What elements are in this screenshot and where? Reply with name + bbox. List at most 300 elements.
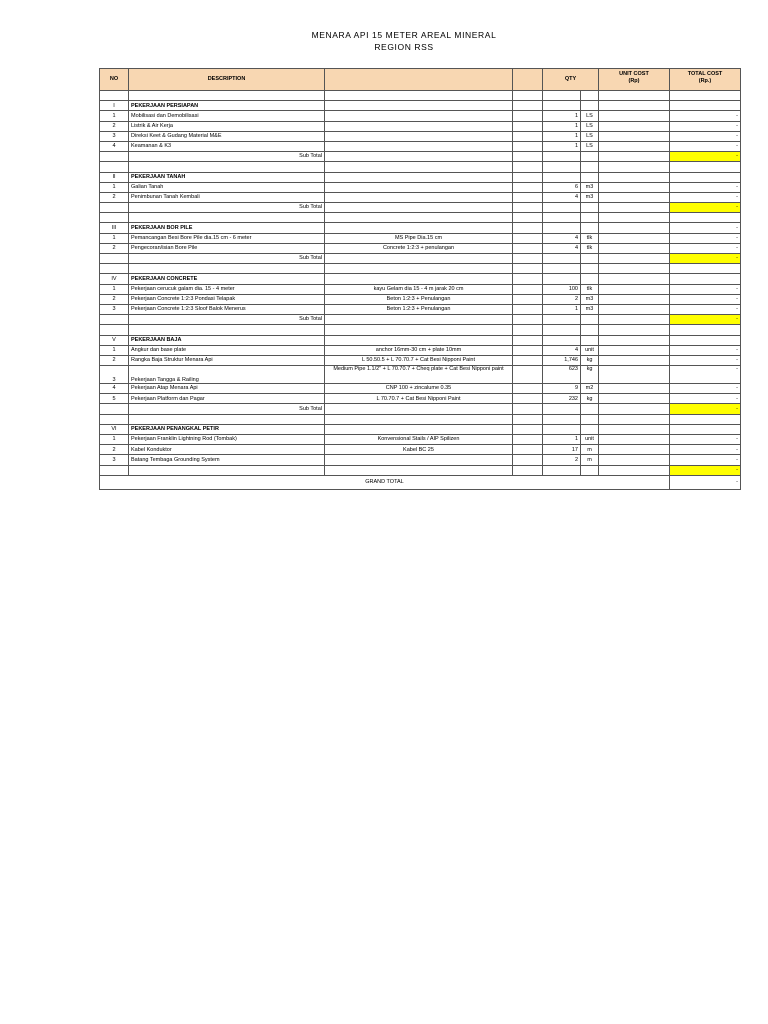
item-total-cost: - <box>670 384 741 394</box>
spec-cell <box>325 274 513 284</box>
empty-cell <box>129 162 325 172</box>
item-quantity: 1,746 <box>543 355 581 365</box>
table-row <box>100 345 741 355</box>
qty-cell <box>543 335 581 345</box>
item-specification <box>325 182 513 192</box>
item-unit-cost <box>599 345 670 355</box>
total-cost-cell: - <box>670 223 741 233</box>
empty-cell <box>513 335 543 345</box>
item-total-cost: - <box>670 141 741 151</box>
unit-cell <box>581 172 599 182</box>
empty-cell <box>513 294 543 304</box>
empty-cell <box>129 264 325 274</box>
item-specification: L 50.50.5 + L 70.70.7 + Cat Besi Nipponi Paint <box>325 355 513 365</box>
item-unit: m2 <box>581 384 599 394</box>
empty-cell <box>325 91 513 101</box>
item-total-cost: - <box>670 131 741 141</box>
item-description: Mobilisasi dan Demobilisasi <box>129 111 325 121</box>
boq-table <box>99 68 741 490</box>
table-row <box>100 455 741 465</box>
subtotal-row <box>100 152 741 162</box>
empty-cell <box>599 414 670 424</box>
item-total-cost: - <box>670 394 741 404</box>
empty-cell <box>599 162 670 172</box>
empty-cell <box>513 435 543 445</box>
item-specification: L 70.70.7 + Cat Besi Nipponi Paint <box>325 394 513 404</box>
item-total-cost: - <box>670 243 741 253</box>
item-number: 3 <box>100 455 129 465</box>
item-number: 2 <box>100 121 129 131</box>
header-blank <box>513 69 543 91</box>
unit-cell <box>581 424 599 434</box>
item-total-cost: - <box>670 355 741 365</box>
empty-cell <box>100 414 129 424</box>
table-row <box>100 233 741 243</box>
section-title: PEKERJAAN BOR PILE <box>129 223 325 233</box>
empty-cell <box>513 315 543 325</box>
title-line-2: REGION RSS <box>374 42 434 52</box>
item-total-cost: - <box>670 366 741 384</box>
empty-cell <box>599 213 670 223</box>
total-cost-cell <box>670 172 741 182</box>
empty-cell <box>543 162 581 172</box>
unit-cost-cell <box>599 424 670 434</box>
empty-cell <box>100 162 129 172</box>
spec-cell <box>325 254 513 264</box>
empty-cell <box>513 455 543 465</box>
item-description: Pekerjaan Concrete 1:2:3 Pondasi Telapak <box>129 294 325 304</box>
empty-cell <box>100 465 129 475</box>
section-number: I <box>100 101 129 111</box>
unit-cost-cell <box>599 274 670 284</box>
item-unit: tlk <box>581 284 599 294</box>
item-total-cost: - <box>670 233 741 243</box>
total-cost-cell <box>670 101 741 111</box>
empty-cell <box>670 264 741 274</box>
empty-cell <box>325 414 513 424</box>
item-total-cost: - <box>670 345 741 355</box>
item-unit-cost <box>599 394 670 404</box>
empty-cell <box>513 366 543 384</box>
item-quantity: 4 <box>543 345 581 355</box>
empty-cell <box>100 325 129 335</box>
table-row <box>100 355 741 365</box>
section-header-row <box>100 335 741 345</box>
subtotal-value: - <box>670 152 741 162</box>
item-number: 2 <box>100 294 129 304</box>
blank-row <box>100 325 741 335</box>
empty-cell <box>599 264 670 274</box>
empty-cell <box>513 172 543 182</box>
item-unit-cost <box>599 384 670 394</box>
item-description: Galian Tanah <box>129 182 325 192</box>
item-number: 3 <box>100 366 129 384</box>
empty-cell <box>513 465 543 475</box>
empty-cell <box>599 325 670 335</box>
item-specification <box>325 131 513 141</box>
grand-total-value: - <box>670 475 741 489</box>
item-total-cost: - <box>670 192 741 202</box>
qty-cell <box>543 223 581 233</box>
empty-cell <box>543 325 581 335</box>
qty-cell <box>543 254 581 264</box>
item-number: 1 <box>100 284 129 294</box>
total-cost-cell <box>670 335 741 345</box>
table-header-row <box>100 69 741 91</box>
item-unit: m <box>581 455 599 465</box>
item-quantity: 100 <box>543 284 581 294</box>
item-unit: LS <box>581 111 599 121</box>
item-number: 3 <box>100 304 129 314</box>
subtotal-row <box>100 465 741 475</box>
item-specification <box>325 121 513 131</box>
item-unit: kg <box>581 394 599 404</box>
empty-cell <box>513 304 543 314</box>
item-total-cost: - <box>670 182 741 192</box>
item-total-cost: - <box>670 455 741 465</box>
empty-cell <box>670 162 741 172</box>
item-unit: tlk <box>581 233 599 243</box>
empty-cell <box>581 414 599 424</box>
subtotal-label: Sub Total <box>129 203 325 213</box>
qty-cell <box>543 152 581 162</box>
empty-cell <box>129 325 325 335</box>
item-quantity: 623 <box>543 366 581 384</box>
item-number: 2 <box>100 355 129 365</box>
spec-cell <box>325 465 513 475</box>
blank-row <box>100 162 741 172</box>
unit-cost-cell <box>599 152 670 162</box>
grand-total-label: GRAND TOTAL <box>100 475 670 489</box>
item-total-cost: - <box>670 435 741 445</box>
empty-cell <box>581 91 599 101</box>
item-quantity: 6 <box>543 182 581 192</box>
item-number: 1 <box>100 233 129 243</box>
item-number: 1 <box>100 345 129 355</box>
header-spec <box>325 69 513 91</box>
header-total-cost <box>670 69 741 91</box>
empty-cell <box>670 414 741 424</box>
empty-cell <box>513 192 543 202</box>
empty-cell <box>513 152 543 162</box>
empty-cell <box>100 315 129 325</box>
table-row <box>100 192 741 202</box>
unit-cost-cell <box>599 465 670 475</box>
table-row <box>100 366 741 384</box>
empty-cell <box>513 355 543 365</box>
empty-cell <box>100 91 129 101</box>
item-unit: LS <box>581 141 599 151</box>
subtotal-row <box>100 203 741 213</box>
item-description: Pengecoran/isian Bore Pile <box>129 243 325 253</box>
item-unit: unit <box>581 345 599 355</box>
item-unit-cost <box>599 233 670 243</box>
item-specification: MS Pipe Dia.15 cm <box>325 233 513 243</box>
unit-cell <box>581 315 599 325</box>
item-unit-cost <box>599 141 670 151</box>
item-quantity: 1 <box>543 131 581 141</box>
item-unit-cost <box>599 455 670 465</box>
item-quantity: 4 <box>543 233 581 243</box>
item-total-cost: - <box>670 294 741 304</box>
empty-cell <box>513 284 543 294</box>
item-specification: Kabel BC 25 <box>325 445 513 455</box>
table-row <box>100 384 741 394</box>
item-description: Direksi Keet & Gudang Material M&E <box>129 131 325 141</box>
table-row <box>100 284 741 294</box>
item-description: Angkur dan base plate <box>129 345 325 355</box>
item-quantity: 9 <box>543 384 581 394</box>
item-description: Pemancangan Besi Bore Pile dia.15 cm - 6 meter <box>129 233 325 243</box>
empty-cell <box>513 182 543 192</box>
unit-cost-cell <box>599 172 670 182</box>
empty-cell <box>100 404 129 414</box>
unit-cost-cell <box>599 101 670 111</box>
subtotal-label: Sub Total <box>129 152 325 162</box>
qty-cell <box>543 404 581 414</box>
empty-cell <box>100 254 129 264</box>
subtotal-label: Sub Total <box>129 254 325 264</box>
item-description: Keamanan & K3 <box>129 141 325 151</box>
header-qty: QTY <box>543 69 599 91</box>
spec-cell <box>325 335 513 345</box>
subtotal-value: - <box>670 404 741 414</box>
item-specification: Medium Pipe 1.1/2" + L 70.70.7 + Cheq plate + Cat Besi Nipponi paint <box>325 366 513 384</box>
item-number: 1 <box>100 182 129 192</box>
section-number: IV <box>100 274 129 284</box>
unit-cost-cell <box>599 254 670 264</box>
empty-cell <box>670 325 741 335</box>
unit-cost-cell <box>599 203 670 213</box>
item-number: 2 <box>100 192 129 202</box>
empty-cell <box>581 213 599 223</box>
unit-cell <box>581 254 599 264</box>
empty-cell <box>129 91 325 101</box>
item-number: 2 <box>100 243 129 253</box>
table-row <box>100 182 741 192</box>
title-line-1: MENARA API 15 METER AREAL MINERAL <box>311 30 497 40</box>
item-description: Listrik & Air Kerja <box>129 121 325 131</box>
table-row <box>100 131 741 141</box>
item-specification <box>325 455 513 465</box>
empty-cell <box>513 384 543 394</box>
item-unit-cost <box>599 355 670 365</box>
table-row <box>100 111 741 121</box>
empty-cell <box>513 203 543 213</box>
item-specification: Beton 1:2:3 + Penulangan <box>325 294 513 304</box>
item-number: 3 <box>100 131 129 141</box>
item-description: Batang Tembaga Grounding System <box>129 455 325 465</box>
qty-cell <box>543 315 581 325</box>
section-title: PEKERJAAN PERSIAPAN <box>129 101 325 111</box>
item-unit-cost <box>599 435 670 445</box>
item-number: 5 <box>100 394 129 404</box>
empty-cell <box>100 213 129 223</box>
item-unit-cost <box>599 111 670 121</box>
item-specification: Concrete 1:2:3 + penulangan <box>325 243 513 253</box>
unit-cell <box>581 465 599 475</box>
item-total-cost: - <box>670 284 741 294</box>
unit-cell <box>581 335 599 345</box>
item-unit: m3 <box>581 182 599 192</box>
empty-cell <box>513 445 543 455</box>
subtotal-value: - <box>670 203 741 213</box>
item-unit-cost <box>599 445 670 455</box>
header-description: DESCRIPTION <box>129 69 325 91</box>
item-unit-cost <box>599 131 670 141</box>
empty-cell <box>513 233 543 243</box>
empty-cell <box>513 325 543 335</box>
item-unit: LS <box>581 131 599 141</box>
item-quantity: 4 <box>543 243 581 253</box>
spec-cell <box>325 404 513 414</box>
item-quantity: 2 <box>543 455 581 465</box>
empty-cell <box>670 91 741 101</box>
item-description: Pekerjaan Concrete 1:2:3 Sloof Balok Menerus <box>129 304 325 314</box>
qty-cell <box>543 465 581 475</box>
empty-cell <box>129 414 325 424</box>
empty-cell <box>513 404 543 414</box>
header-total-cost-sub: (Rp.) <box>698 77 712 84</box>
item-unit-cost <box>599 284 670 294</box>
item-specification: CNP 100 + zincalume 0.35 <box>325 384 513 394</box>
item-specification: Beton 1:2:3 + Penulangan <box>325 304 513 314</box>
qty-cell <box>543 274 581 284</box>
unit-cost-cell <box>599 315 670 325</box>
empty-cell <box>513 223 543 233</box>
empty-cell <box>581 325 599 335</box>
section-number: VI <box>100 424 129 434</box>
empty-cell <box>513 131 543 141</box>
section-header-row <box>100 424 741 434</box>
item-description: Pekerjaan Platform dan Pagar <box>129 394 325 404</box>
item-total-cost: - <box>670 304 741 314</box>
section-header-row <box>100 223 741 233</box>
header-unit-cost <box>599 69 670 91</box>
empty-cell <box>513 264 543 274</box>
section-number: II <box>100 172 129 182</box>
total-cost-cell <box>670 424 741 434</box>
item-unit-cost <box>599 304 670 314</box>
item-description: Rangka Baja Struktur Menara Api <box>129 355 325 365</box>
empty-cell <box>513 111 543 121</box>
table-row <box>100 121 741 131</box>
item-unit: m <box>581 445 599 455</box>
item-total-cost: - <box>670 445 741 455</box>
item-specification: anchor 16mm-30 cm + plate 10mm <box>325 345 513 355</box>
empty-cell <box>543 414 581 424</box>
item-number: 4 <box>100 384 129 394</box>
section-title: PEKERJAAN CONCRETE <box>129 274 325 284</box>
header-no: NO <box>100 69 129 91</box>
empty-cell <box>513 243 543 253</box>
empty-cell <box>670 213 741 223</box>
section-number: V <box>100 335 129 345</box>
empty-cell <box>513 414 543 424</box>
item-number: 4 <box>100 141 129 151</box>
item-quantity: 1 <box>543 435 581 445</box>
section-title: PEKERJAAN TANAH <box>129 172 325 182</box>
spec-cell <box>325 223 513 233</box>
item-unit: tlk <box>581 243 599 253</box>
empty-cell <box>100 152 129 162</box>
empty-cell <box>543 91 581 101</box>
qty-cell <box>543 203 581 213</box>
item-quantity: 1 <box>543 121 581 131</box>
item-unit: m3 <box>581 294 599 304</box>
item-description: Penimbunan Tanah Kembali <box>129 192 325 202</box>
subtotal-row <box>100 404 741 414</box>
qty-cell <box>543 101 581 111</box>
table-row <box>100 294 741 304</box>
item-description: Kabel Konduktor <box>129 445 325 455</box>
section-header-row <box>100 274 741 284</box>
unit-cell <box>581 203 599 213</box>
empty-cell <box>581 162 599 172</box>
table-row <box>100 243 741 253</box>
section-title: PEKERJAAN PENANGKAL PETIR <box>129 424 325 434</box>
grand-total-row <box>100 475 741 489</box>
subtotal-value: - <box>670 315 741 325</box>
item-quantity: 1 <box>543 111 581 121</box>
header-unit-cost-label: UNIT COST <box>619 71 649 77</box>
item-quantity: 17 <box>543 445 581 455</box>
blank-row <box>100 414 741 424</box>
subtotal-label: Sub Total <box>129 404 325 414</box>
item-quantity: 232 <box>543 394 581 404</box>
empty-cell <box>513 345 543 355</box>
document-title <box>0 29 768 53</box>
item-unit: m3 <box>581 304 599 314</box>
item-unit-cost <box>599 121 670 131</box>
item-total-cost: - <box>670 111 741 121</box>
empty-cell <box>513 394 543 404</box>
item-description: Pekerjaan Tangga & Railing <box>129 366 325 384</box>
empty-cell <box>325 325 513 335</box>
empty-cell <box>513 424 543 434</box>
subtotal-value: - <box>670 465 741 475</box>
unit-cell <box>581 274 599 284</box>
spec-cell <box>325 315 513 325</box>
blank-row <box>100 91 741 101</box>
qty-cell <box>543 424 581 434</box>
item-description: Pekerjaan Atap Menara Api <box>129 384 325 394</box>
unit-cell <box>581 404 599 414</box>
table-row <box>100 435 741 445</box>
item-unit: m3 <box>581 192 599 202</box>
item-quantity: 2 <box>543 294 581 304</box>
item-unit-cost <box>599 294 670 304</box>
unit-cell <box>581 152 599 162</box>
section-header-row <box>100 172 741 182</box>
unit-cost-cell <box>599 223 670 233</box>
empty-cell <box>581 264 599 274</box>
item-specification: kayu Gelam dia 15 - 4 m jarak 20 cm <box>325 284 513 294</box>
spec-cell <box>325 152 513 162</box>
item-specification <box>325 192 513 202</box>
empty-cell <box>513 101 543 111</box>
empty-cell <box>513 213 543 223</box>
subtotal-label: Sub Total <box>129 315 325 325</box>
blank-row <box>100 264 741 274</box>
empty-cell <box>325 264 513 274</box>
section-title: PEKERJAAN BAJA <box>129 335 325 345</box>
unit-cell <box>581 101 599 111</box>
empty-cell <box>513 254 543 264</box>
item-quantity: 1 <box>543 304 581 314</box>
item-description: Pekerjaan Franklin Lightning Rod (Tombak) <box>129 435 325 445</box>
spec-cell <box>325 101 513 111</box>
